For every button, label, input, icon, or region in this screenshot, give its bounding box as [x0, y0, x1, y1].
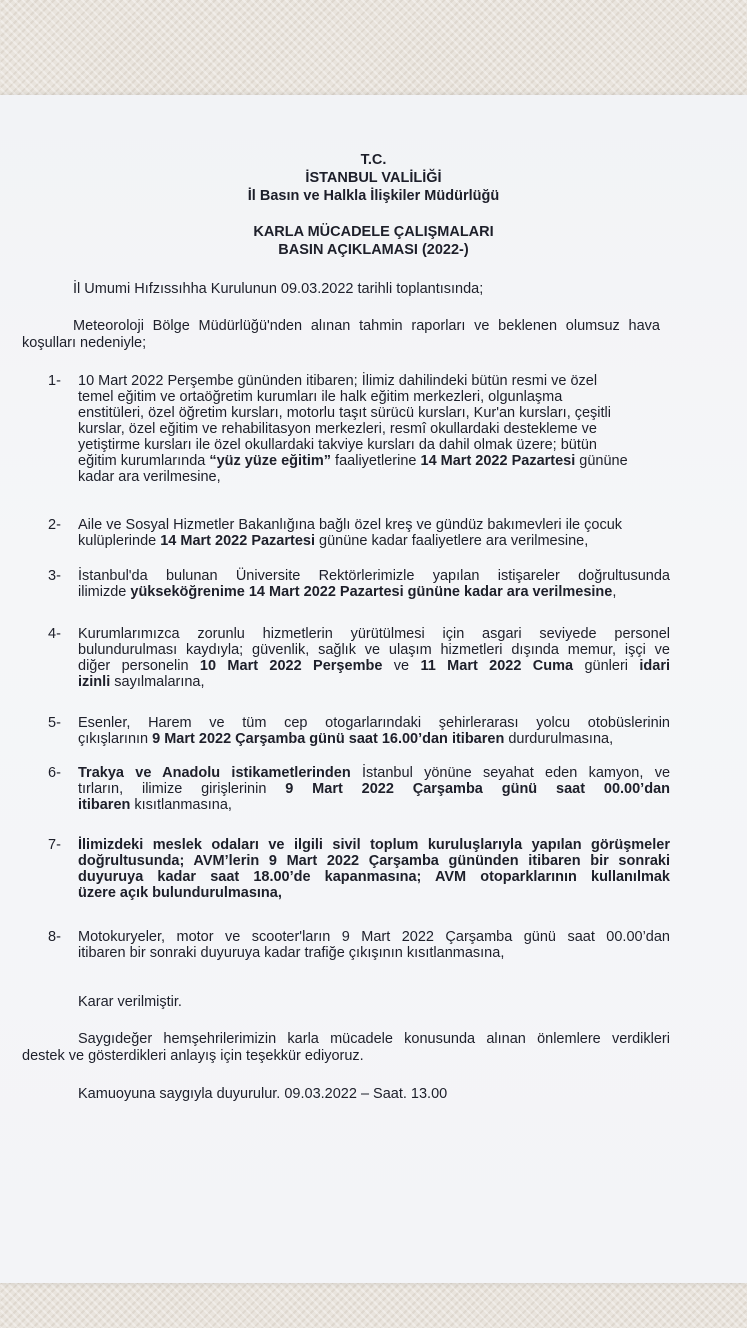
reason-line-2: koşulları nedeniyle; — [22, 335, 147, 351]
item-text: diğer personelin — [78, 658, 200, 674]
item-line: itibaren bir sonraki duyuruya kadar trafiğe çıkışının kısıtlanmasına, — [78, 945, 505, 961]
item-line: bulundurulması kaydıyla; güvenlik, sağlık ve ulaşım hizmetleri dışında memur, işçi ve — [78, 642, 670, 658]
item-bold-text: yükseköğrenime 14 Mart 2022 Pazartesi gününe kadar ara verilmesine — [130, 584, 613, 600]
item-bold-text: izinli — [78, 674, 111, 690]
item-bold-text: “yüz yüze eğitim” — [209, 453, 332, 469]
item-text: tırların, ilimize girişlerinin — [78, 781, 286, 797]
item-bold-text: itibaren — [78, 797, 131, 813]
item-line: üzere açık bulundurulmasına, — [78, 885, 282, 901]
item-line: Esenler, Harem ve tüm cep otogarlarındaki şehirlerarası yolcu otobüslerinin — [78, 715, 670, 731]
intro-text: İl Umumi Hıfzıssıhha Kurulunun 09.03.2022 tarihli toplantısında; — [73, 281, 484, 297]
item-line: doğrultusunda; AVM’lerin 9 Mart 2022 Çarşamba gününden itibaren bir sonraki — [78, 853, 670, 869]
item-text: ve — [382, 658, 421, 674]
item-line: İstanbul'da bulunan Üniversite Rektörlerimizle yapılan istişareler doğrultusunda — [78, 568, 670, 584]
item-bold-text: 9 Mart 2022 Çarşamba günü saat 00.00’dan — [285, 781, 670, 797]
thanks-line-1: Saygıdeğer hemşehrilerimizin karla mücadele konusunda alınan önlemlere verdikleri — [78, 1031, 670, 1047]
item-line — [78, 797, 670, 813]
header-tc: T.C. — [360, 152, 387, 168]
item-text: , — [612, 584, 617, 600]
list-number: 4- — [48, 626, 61, 642]
item-text: günleri — [573, 658, 640, 674]
item-bold-text: 14 Mart 2022 Pazartesi — [420, 453, 576, 469]
list-number: 6- — [48, 765, 61, 781]
item-text: faaliyetlerine — [331, 453, 421, 469]
reason-line-1: Meteoroloji Bölge Müdürlüğü'nden alınan tahmin raporları ve beklenen olumsuz hava — [73, 318, 660, 334]
item-text: gününe kadar faaliyetlere ara verilmesine, — [315, 533, 589, 549]
item-line — [78, 533, 670, 549]
item-line: temel eğitim ve ortaöğretim kurumları ile halk eğitim merkezleri, olgunlaşma — [78, 389, 563, 405]
item-line: duyuruya kadar saat 18.00’de kapanmasına; AVM otoparklarının kullanılmak — [78, 869, 670, 885]
list-number: 8- — [48, 929, 61, 945]
item-bold-text: 9 Mart 2022 Çarşamba günü saat 16.00’dan itibaren — [152, 731, 505, 747]
item-line: kurslar, özel eğitim ve rehabilitasyon merkezleri, resmî okullardaki destekleme ve — [78, 421, 597, 437]
item-bold-text: 10 Mart 2022 Perşembe — [199, 658, 383, 674]
item-bold-text: Trakya ve Anadolu istikametlerinden — [78, 765, 351, 781]
thanks-line-2: destek ve gösterdikleri anlayış için teşekkür ediyoruz. — [22, 1048, 364, 1064]
item-text: kulüplerinde — [78, 533, 161, 549]
document-title: KARLA MÜCADELE ÇALIŞMALARI — [253, 224, 494, 240]
document-subtitle: BASIN AÇIKLAMASI (2022-) — [278, 242, 469, 258]
item-text: durdurulmasına, — [504, 731, 614, 747]
header-governorship: İSTANBUL VALİLİĞİ — [305, 170, 442, 186]
item-line — [78, 453, 638, 469]
item-text: ilimizde — [78, 584, 131, 600]
item-text: İstanbul yönüne seyahat eden kamyon, ve — [350, 765, 671, 781]
item-bold-text: 14 Mart 2022 Pazartesi — [160, 533, 315, 549]
item-line: yetiştirme kursları ile özel okullardaki takviye kursları da dahil olmak üzere; bütün — [78, 437, 597, 453]
list-number: 7- — [48, 837, 61, 853]
item-line: 10 Mart 2022 Perşembe gününden itibaren; İlimiz dahilindeki bütün resmi ve özel — [78, 373, 598, 389]
list-number: 1- — [48, 373, 61, 389]
item-text: gününe — [575, 453, 628, 469]
list-number: 5- — [48, 715, 61, 731]
item-line — [78, 658, 670, 674]
item-line — [78, 781, 670, 797]
item-line: Aile ve Sosyal Hizmetler Bakanlığına bağlı özel kreş ve gündüz bakımevleri ile çocuk — [78, 517, 623, 533]
decision-text: Karar verilmiştir. — [78, 994, 182, 1010]
item-line — [78, 584, 670, 600]
item-line: kadar ara verilmesine, — [78, 469, 221, 485]
item-text: kısıtlanmasına, — [130, 797, 232, 813]
item-text: çıkışlarının — [78, 731, 153, 747]
item-text: eğitim kurumlarında — [78, 453, 210, 469]
reason-paragraph — [73, 318, 660, 334]
item-line: enstitüleri, özel öğretim kursları, motorlu taşıt sürücü kursları, Kur'an kursları, çeşitli — [78, 405, 612, 421]
closing-text: Kamuoyuna saygıyla duyurulur. 09.03.2022 – Saat. 13.00 — [78, 1086, 448, 1102]
item-text: sayılmalarına, — [110, 674, 205, 690]
item-line: Kurumlarımızca zorunlu hizmetlerin yürütülmesi için asgari seviyede personel — [78, 626, 670, 642]
item-line: Motokuryeler, motor ve scooter'ların 9 Mart 2022 Çarşamba günü saat 00.00’dan — [78, 929, 670, 945]
item-line — [78, 731, 670, 747]
list-number: 3- — [48, 568, 61, 584]
list-number: 2- — [48, 517, 61, 533]
thanks-paragraph — [78, 1031, 670, 1047]
item-line: İlimizdeki meslek odaları ve ilgili sivil toplum kuruluşlarıyla yapılan görüşmeler — [78, 837, 670, 853]
header-directorate: İl Basın ve Halkla İlişkiler Müdürlüğü — [247, 188, 500, 204]
item-bold-text: 11 Mart 2022 Cuma — [420, 658, 574, 674]
item-bold-text: idari — [639, 658, 671, 674]
item-line — [78, 765, 670, 781]
item-line — [78, 674, 670, 690]
